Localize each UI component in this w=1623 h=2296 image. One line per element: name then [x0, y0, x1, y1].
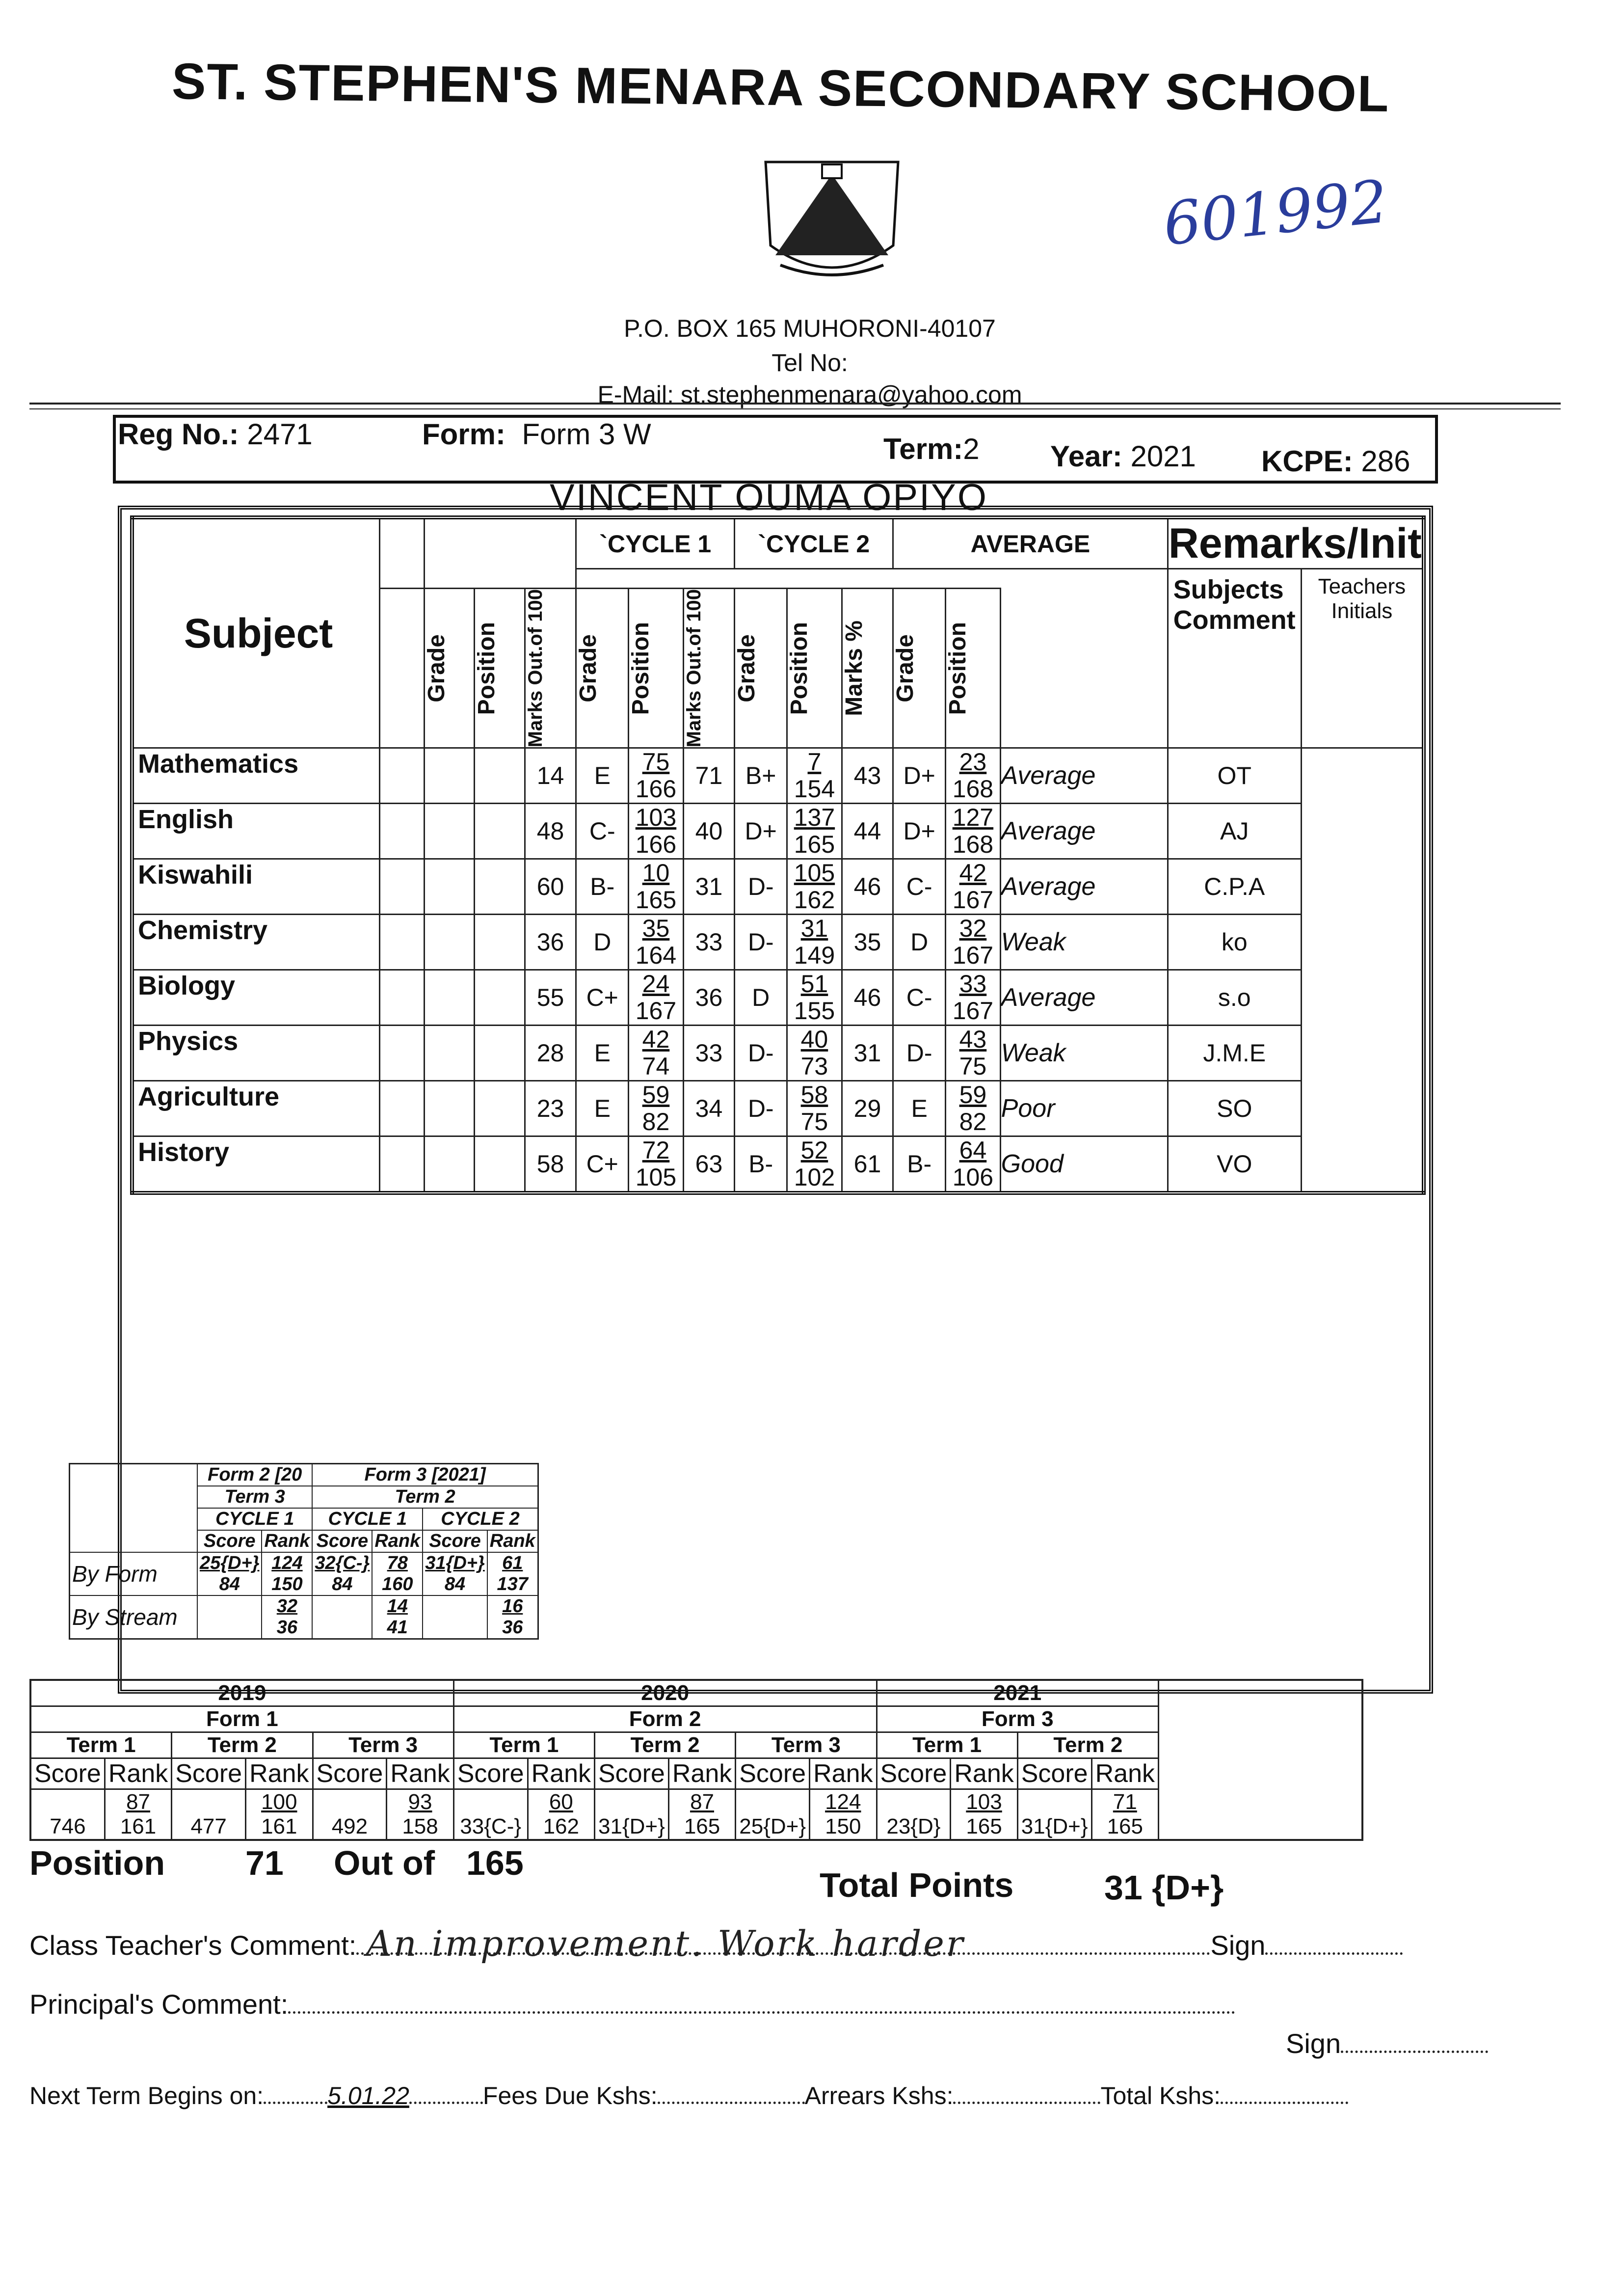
class-teacher-comment: Class Teacher's Comment: An improvement. Work harder Sign [29, 1929, 1403, 1961]
subjects-comment-header: Subjects Comment [1168, 569, 1301, 748]
c1-position: 103 166 [629, 804, 684, 859]
hist-rank-h: Rank [951, 1758, 1017, 1789]
hist-rank: 71 165 [1091, 1789, 1158, 1840]
hist-rank: 87 165 [668, 1789, 735, 1840]
result-row [132, 748, 1424, 804]
remarks-header: Remarks/Init [1168, 517, 1424, 569]
col-grade: Grade [423, 634, 450, 702]
avg-grade: D+ [903, 817, 935, 845]
hist-rank-h: Rank [1091, 1758, 1158, 1789]
c2-grade: D- [747, 1095, 774, 1123]
subject-comment: Average [1000, 970, 1168, 1026]
teachers-initials-header: Teachers Initials [1301, 569, 1424, 748]
f2-score: 25{D+} 84 [197, 1552, 262, 1595]
hist-score-h: Score [736, 1758, 810, 1789]
hist-term: Term 2 [172, 1732, 313, 1758]
progress-table [69, 1463, 539, 1640]
subject-header: Subject [132, 517, 380, 748]
avg-grade: D- [906, 1039, 932, 1067]
hist-score-h: Score [453, 1758, 528, 1789]
hist-score-h: Score [172, 1758, 246, 1789]
hist-score-h: Score [30, 1758, 105, 1789]
c2-col-grade: Grade [734, 634, 760, 702]
f2-rank: 124 150 [262, 1552, 312, 1595]
c2-col-marks: Marks Out.of 100 [683, 589, 705, 748]
hist-score: 25{D+} [736, 1789, 810, 1840]
hist-term: Term 1 [453, 1732, 594, 1758]
avg-marks: 44 [853, 817, 881, 845]
hist-score: 477 [172, 1789, 246, 1840]
c2-position: 7 154 [787, 748, 842, 804]
out-of-value: 165 [466, 1844, 524, 1882]
c2-marks: 71 [695, 762, 723, 790]
hist-rank-h: Rank [668, 1758, 735, 1789]
subject-name: Agriculture [132, 1081, 380, 1136]
c2-grade: D- [747, 1039, 774, 1067]
term: Term:2 [883, 432, 980, 465]
progress-score-h: Score [197, 1530, 262, 1552]
form: Form: Form 3 W [422, 418, 651, 451]
result-row [132, 915, 1424, 970]
subject-comment: Average [1000, 859, 1168, 915]
hist-score: 23{D} [877, 1789, 951, 1840]
result-row [132, 1081, 1424, 1136]
teacher-initials: J.M.E [1168, 1026, 1301, 1081]
year-2020: 2020 [453, 1680, 877, 1706]
progress-term3: Term 3 [197, 1486, 312, 1508]
avg-position: 42 167 [946, 859, 1001, 915]
c2-grade: D [752, 984, 770, 1012]
progress-score-h: Score [312, 1530, 372, 1552]
cycle1-header: `CYCLE 1 [576, 517, 735, 569]
c2-marks: 34 [695, 1095, 723, 1123]
avg-col-position: Position [945, 621, 971, 715]
hist-term: Term 3 [736, 1732, 877, 1758]
hist-rank-h: Rank [246, 1758, 313, 1789]
teacher-initials: s.o [1168, 970, 1301, 1026]
progress-form2-header: Form 2 [20 [197, 1464, 312, 1486]
hist-score: 31{D+} [595, 1789, 669, 1840]
avg-marks: 29 [853, 1095, 881, 1123]
c2-stream-rank: 16 36 [487, 1595, 538, 1639]
c2-grade: D- [747, 873, 774, 901]
teacher-initials: ko [1168, 915, 1301, 970]
c2-position: 105 162 [787, 859, 842, 915]
c1-col-position: Position [628, 621, 654, 715]
avg-marks: 46 [853, 984, 881, 1012]
c2-grade: B+ [745, 762, 776, 790]
c1-position: 72 105 [629, 1136, 684, 1193]
student-name: VINCENT OUMA OPIYO [550, 477, 988, 518]
c1-marks: 58 [536, 1150, 564, 1178]
hist-rank: 124 150 [810, 1789, 877, 1840]
avg-position: 32 167 [946, 915, 1001, 970]
c1-marks: 36 [536, 928, 564, 956]
progress-f3-cycle2: CYCLE 2 [423, 1508, 538, 1530]
c2-marks: 40 [695, 817, 723, 845]
hist-score-h: Score [595, 1758, 669, 1789]
progress-score-h: Score [423, 1530, 487, 1552]
position-label: Position [29, 1844, 165, 1882]
c2-position: 40 73 [787, 1026, 842, 1081]
hist-rank: 100 161 [246, 1789, 313, 1840]
avg-grade: C- [906, 873, 932, 901]
year-2019: 2019 [30, 1680, 453, 1706]
subject-comment: Good [1000, 1136, 1168, 1193]
subject-name: English [132, 804, 380, 859]
teacher-initials: OT [1168, 748, 1301, 804]
c1-grade: E [594, 1095, 611, 1123]
teacher-initials: VO [1168, 1136, 1301, 1193]
avg-marks: 31 [853, 1039, 881, 1067]
subject-comment: Weak [1000, 1026, 1168, 1081]
c1-grade: E [594, 762, 611, 790]
c1-position: 59 82 [629, 1081, 684, 1136]
c1-marks: 48 [536, 817, 564, 845]
history-table [29, 1679, 1363, 1841]
result-row [132, 1026, 1424, 1081]
hist-score: 33{C-} [453, 1789, 528, 1840]
result-row [132, 1136, 1424, 1193]
c1-position: 35 164 [629, 915, 684, 970]
c2-position: 58 75 [787, 1081, 842, 1136]
hist-form2: Form 2 [453, 1706, 877, 1732]
c2-rank: 61 137 [487, 1552, 538, 1595]
c1-position: 75 166 [629, 748, 684, 804]
hist-rank: 93 158 [387, 1789, 453, 1840]
teacher-initials: C.P.A [1168, 859, 1301, 915]
c2-position: 137 165 [787, 804, 842, 859]
c1-marks: 28 [536, 1039, 564, 1067]
subject-name: Physics [132, 1026, 380, 1081]
c2-grade: B- [748, 1150, 773, 1178]
avg-position: 23 168 [946, 748, 1001, 804]
subject-name: Mathematics [132, 748, 380, 804]
c1-position: 24 167 [629, 970, 684, 1026]
avg-marks: 46 [853, 873, 881, 901]
c1-col-grade: Grade [575, 634, 602, 702]
principal-comment: Principal's Comment: [29, 1988, 1235, 2020]
hist-term: Term 2 [1017, 1732, 1158, 1758]
avg-position: 33 167 [946, 970, 1001, 1026]
c1-marks: 14 [536, 762, 564, 790]
result-row [132, 804, 1424, 859]
principal-sign: Sign [1286, 2027, 1488, 2059]
c1-marks: 23 [536, 1095, 564, 1123]
avg-col-marks: Marks % [841, 620, 867, 716]
avg-marks: 35 [853, 928, 881, 956]
c1-position: 42 74 [629, 1026, 684, 1081]
by-form-label: By Form [70, 1552, 198, 1595]
c2-col-position: Position [786, 621, 813, 715]
teacher-initials: SO [1168, 1081, 1301, 1136]
total-points-label: Total Points [820, 1866, 1014, 1904]
teacher-initials: AJ [1168, 804, 1301, 859]
c2-position: 31 149 [787, 915, 842, 970]
hist-term: Term 1 [877, 1732, 1017, 1758]
c1-score: 32{C-} 84 [312, 1552, 372, 1595]
position-value: 71 [245, 1844, 284, 1882]
c1-marks: 55 [536, 984, 564, 1012]
handwritten-reference: 601992 [1160, 167, 1391, 259]
school-crest-logo [746, 142, 918, 285]
progress-rank-h: Rank [487, 1530, 538, 1552]
subject-name: Chemistry [132, 915, 380, 970]
c2-marks: 31 [695, 873, 723, 901]
avg-grade: C- [906, 984, 932, 1012]
average-header: AVERAGE [893, 517, 1168, 569]
reg-no: Reg No.: 2471 [118, 418, 313, 451]
avg-marks: 43 [853, 762, 881, 790]
c2-marks: 33 [695, 1039, 723, 1067]
hist-rank-h: Rank [387, 1758, 453, 1789]
out-of-label: Out of [334, 1844, 435, 1882]
avg-grade: D+ [903, 762, 935, 790]
subject-comment: Average [1000, 748, 1168, 804]
hist-term: Term 3 [313, 1732, 453, 1758]
c1-stream-rank: 14 41 [372, 1595, 423, 1639]
c2-grade: D+ [745, 817, 777, 845]
year-2021: 2021 [877, 1680, 1159, 1706]
progress-term2: Term 2 [312, 1486, 538, 1508]
c1-position: 10 165 [629, 859, 684, 915]
kcpe: KCPE: 286 [1261, 445, 1410, 478]
c1-grade: C+ [586, 1150, 618, 1178]
avg-position: 59 82 [946, 1081, 1001, 1136]
hist-score-h: Score [1017, 1758, 1091, 1789]
c2-marks: 63 [695, 1150, 723, 1178]
hist-score-h: Score [313, 1758, 387, 1789]
c2-marks: 33 [695, 928, 723, 956]
hist-rank-h: Rank [528, 1758, 594, 1789]
progress-rank-h: Rank [262, 1530, 312, 1552]
avg-position: 127 168 [946, 804, 1001, 859]
c2-position: 51 155 [787, 970, 842, 1026]
results-table [130, 515, 1426, 1195]
subject-name: History [132, 1136, 380, 1193]
avg-grade: B- [907, 1150, 932, 1178]
school-tel: Tel No: [772, 349, 848, 377]
avg-position: 43 75 [946, 1026, 1001, 1081]
total-points-value: 31 {D+} [1104, 1868, 1224, 1907]
c1-col-marks: Marks Out.of 100 [524, 589, 546, 748]
hist-rank: 60 162 [528, 1789, 594, 1840]
hist-term: Term 2 [595, 1732, 736, 1758]
hist-form1: Form 1 [30, 1706, 453, 1732]
avg-position: 64 106 [946, 1136, 1001, 1193]
hist-score: 746 [30, 1789, 105, 1840]
f2-stream-rank: 32 36 [262, 1595, 312, 1639]
hist-rank-h: Rank [105, 1758, 171, 1789]
c1-grade: C+ [586, 984, 618, 1012]
c1-marks: 60 [536, 873, 564, 901]
c1-grade: E [594, 1039, 611, 1067]
cycle2-header: `CYCLE 2 [735, 517, 893, 569]
col-position: Position [474, 621, 500, 715]
progress-form3-header: Form 3 [2021] [312, 1464, 538, 1486]
c2-position: 52 102 [787, 1136, 842, 1193]
subject-name: Biology [132, 970, 380, 1026]
hist-rank: 103 165 [951, 1789, 1017, 1840]
next-term-line: Next Term Begins on: 5.01.22 Fees Due Kshs: Arrears Kshs: Total Kshs: [29, 2081, 1348, 2110]
progress-f3-cycle1: CYCLE 1 [312, 1508, 423, 1530]
school-name: ST. STEPHEN'S MENARA SECONDARY SCHOOL [171, 53, 1390, 123]
school-address: P.O. BOX 165 MUHORONI-40107 [624, 315, 996, 342]
c1-grade: D [593, 928, 612, 956]
c2-score: 31{D+} 84 [423, 1552, 487, 1595]
by-stream-label: By Stream [70, 1595, 198, 1639]
subject-comment: Average [1000, 804, 1168, 859]
progress-f2-cycle1: CYCLE 1 [197, 1508, 312, 1530]
hist-score-h: Score [877, 1758, 951, 1789]
c2-marks: 36 [695, 984, 723, 1012]
c1-grade: C- [589, 817, 615, 845]
avg-marks: 61 [853, 1150, 881, 1178]
subject-comment: Weak [1000, 915, 1168, 970]
result-row [132, 970, 1424, 1026]
hist-score: 492 [313, 1789, 387, 1840]
avg-col-grade: Grade [892, 634, 919, 702]
avg-grade: E [911, 1095, 928, 1123]
hist-term: Term 1 [30, 1732, 172, 1758]
c1-rank: 78 160 [372, 1552, 423, 1595]
progress-rank-h: Rank [372, 1530, 423, 1552]
hist-form3: Form 3 [877, 1706, 1159, 1732]
c1-grade: B- [590, 873, 615, 901]
c2-grade: D- [747, 928, 774, 956]
avg-grade: D [910, 928, 929, 956]
subject-comment: Poor [1000, 1081, 1168, 1136]
hist-score: 31{D+} [1017, 1789, 1091, 1840]
hist-rank: 87 161 [105, 1789, 171, 1840]
hist-rank-h: Rank [810, 1758, 877, 1789]
school-email: E-Mail: st.stephenmenara@yahoo.com [597, 381, 1022, 408]
result-row [132, 859, 1424, 915]
year: Year: 2021 [1050, 440, 1196, 473]
subject-name: Kiswahili [132, 859, 380, 915]
